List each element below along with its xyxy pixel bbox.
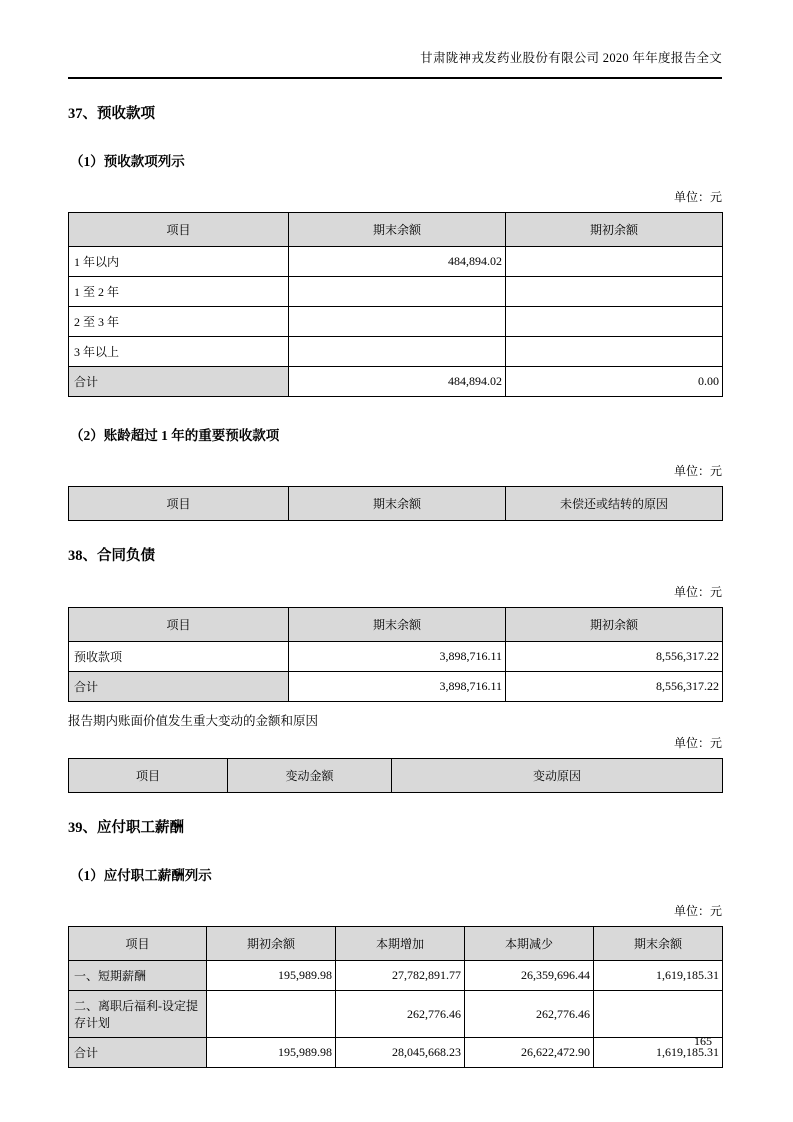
cell-value	[506, 337, 723, 367]
section-39-title: 39、应付职工薪酬	[68, 820, 184, 836]
cell-value: 262,776.46	[336, 991, 465, 1038]
contract-liabilities-table	[68, 607, 723, 702]
section-37-sub1-title: （1）预收款项列示	[70, 154, 185, 169]
cell-value: 27,782,891.77	[336, 961, 465, 991]
cell-value: 1,619,185.31	[594, 961, 723, 991]
employee-compensation-table	[68, 926, 723, 1068]
column-header: 项目	[69, 759, 228, 793]
aged-advance-receipts-table	[68, 486, 723, 521]
column-header: 本期增加	[336, 927, 465, 961]
column-header: 期末余额	[289, 608, 506, 642]
cell-value: 0.00	[506, 367, 723, 397]
column-header: 期初余额	[207, 927, 336, 961]
column-header: 项目	[69, 927, 207, 961]
row-label-total: 合计	[69, 1038, 207, 1068]
report-header-title: 甘肃陇神戎发药业股份有限公司 2020 年年度报告全文	[420, 51, 722, 65]
cell-value	[506, 247, 723, 277]
table-header-row	[69, 608, 723, 642]
page-header	[68, 0, 722, 79]
page-number: 165	[694, 1034, 712, 1048]
cell-value: 8,556,317.22	[506, 672, 723, 702]
column-header: 变动金额	[228, 759, 392, 793]
column-header: 项目	[69, 213, 289, 247]
value-change-table	[68, 758, 723, 793]
table-row	[69, 991, 723, 1038]
column-header: 期初余额	[506, 608, 723, 642]
table-header-row	[69, 487, 723, 521]
row-label: 预收款项	[69, 642, 289, 672]
cell-value: 8,556,317.22	[506, 642, 723, 672]
cell-value: 195,989.98	[207, 1038, 336, 1068]
table-row	[69, 961, 723, 991]
row-label: 2 至 3 年	[69, 307, 289, 337]
row-label-total: 合计	[69, 672, 289, 702]
cell-value: 26,622,472.90	[465, 1038, 594, 1068]
cell-value: 28,045,668.23	[336, 1038, 465, 1068]
unit-label-4: 单位：元	[673, 736, 722, 750]
row-label: 3 年以上	[69, 337, 289, 367]
cell-value: 484,894.02	[289, 247, 506, 277]
column-header: 期初余额	[506, 213, 723, 247]
cell-value	[289, 337, 506, 367]
section-37-sub2-title: （2）账龄超过 1 年的重要预收款项	[70, 428, 280, 443]
table-header-row	[69, 759, 723, 793]
unit-label-1: 单位：元	[673, 190, 722, 204]
table-row	[69, 307, 723, 337]
page-content	[68, 0, 722, 1068]
table-total-row	[69, 672, 723, 702]
cell-value	[207, 991, 336, 1038]
section-38-title: 38、合同负债	[68, 548, 155, 564]
row-label: 一、短期薪酬	[69, 961, 207, 991]
column-header: 期末余额	[594, 927, 723, 961]
cell-value	[506, 277, 723, 307]
cell-value	[289, 307, 506, 337]
cell-value	[506, 307, 723, 337]
table-row	[69, 337, 723, 367]
cell-value: 484,894.02	[289, 367, 506, 397]
row-label: 1 年以内	[69, 247, 289, 277]
row-label-total: 合计	[69, 367, 289, 397]
cell-value: 262,776.46	[465, 991, 594, 1038]
column-header: 期末余额	[289, 487, 506, 521]
table-row	[69, 277, 723, 307]
unit-label-2: 单位：元	[673, 464, 722, 478]
change-note: 报告期内账面价值发生重大变动的金额和原因	[68, 714, 319, 728]
column-header: 项目	[69, 608, 289, 642]
advance-receipts-table	[68, 212, 723, 397]
table-total-row	[69, 1038, 723, 1068]
column-header: 项目	[69, 487, 289, 521]
column-header: 期末余额	[289, 213, 506, 247]
section-37-title: 37、预收款项	[68, 106, 155, 122]
column-header: 未偿还或结转的原因	[506, 487, 723, 521]
table-total-row	[69, 367, 723, 397]
cell-value	[594, 991, 723, 1038]
cell-value: 1,619,185.31	[594, 1038, 723, 1068]
cell-value	[289, 277, 506, 307]
table-row	[69, 642, 723, 672]
section-39-sub1-title: （1）应付职工薪酬列示	[70, 868, 212, 883]
table-row	[69, 247, 723, 277]
table-header-row	[69, 213, 723, 247]
row-label: 二、离职后福利-设定提存计划	[69, 991, 207, 1038]
column-header: 本期减少	[465, 927, 594, 961]
unit-label-5: 单位：元	[673, 904, 722, 918]
cell-value: 3,898,716.11	[289, 672, 506, 702]
cell-value: 195,989.98	[207, 961, 336, 991]
table-header-row	[69, 927, 723, 961]
unit-label-3: 单位：元	[673, 585, 722, 599]
column-header: 变动原因	[392, 759, 723, 793]
cell-value: 26,359,696.44	[465, 961, 594, 991]
cell-value: 3,898,716.11	[289, 642, 506, 672]
row-label: 1 至 2 年	[69, 277, 289, 307]
